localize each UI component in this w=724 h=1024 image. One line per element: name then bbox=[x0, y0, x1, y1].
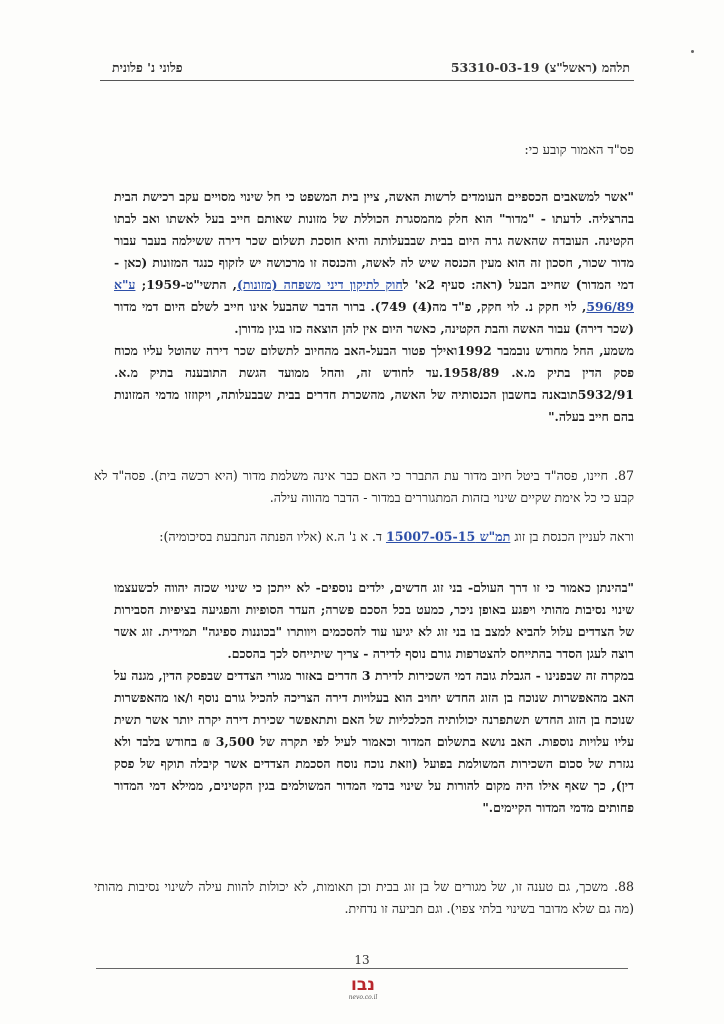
see-prefix: וראה לעניין הכנסת בן זוג bbox=[510, 529, 634, 544]
quote-block-2 bbox=[114, 577, 634, 819]
parties-header: פלוני נ' פלונית bbox=[112, 60, 183, 75]
header-divider bbox=[100, 80, 634, 81]
quote1-text-a: "אשר למשאבים הכספיים העומדים לרשות האשה, ציין בית המשפט כי חל שינוי מסויים עקב רכישת הבית בהרצליה. לדעתו - "מדור" הוא חלק מהמסגרת הכוללת של מזונות שאותם חייב בעל לאשתו ואב לבתו הקטינה. העובדה שהאשה גרה היום בבית שבבעלותה והיא חוסכת תשלום שכר דירה ששילמה בעבר עבור מדור שכור, חסכון זה הוא מעין הכנסה שיש לה לאשה, והכנסה זו מרכושה יש לזקוף כנגד המזונות (כאן - דמי המדור) שחייב הבעל (ראה: סעיף 2א' ל bbox=[114, 189, 635, 292]
paragraph-88 bbox=[94, 876, 634, 920]
nevo-logo-icon bbox=[338, 972, 388, 1002]
see-suffix: ד. א נ' ה.א (אליו הפנתה הנתבעת בסיכומיה): bbox=[159, 529, 386, 544]
paragraph-text: משכך, גם טענה זו, של מגורים של בן זוג בבית וכן תאומות, לא יכולות להוות עילה לשינוי נסיבות מהותי (מה גם שלא מדובר בשינוי בלתי צפוי). וגם תביעה זו נדחית. bbox=[94, 879, 634, 916]
see-reference bbox=[114, 529, 634, 545]
intro-line: פס"ד האמור קובע כי: bbox=[524, 143, 634, 158]
logo-mark: נבו bbox=[351, 975, 375, 995]
case-link-15007[interactable]: תמ"ש 15007-05-15 bbox=[385, 529, 511, 544]
quote-block-1 bbox=[114, 186, 634, 428]
quote2-text-a: "בהינתן כאמור כי זו דרך העולם- בני זוג חדשים, ילדים נוספים- לא ייתכן כי שינוי שכזה יהווה לכשעצמו שינוי נסיבות מהותי ויפגע באופן ניכר, כמעט בכל הסכם פשרה; העדר הסופיות והפגיעה בציפיות הסבירות של הצדדים עלול להביא למצב בו בני זוג לא יגיעו עוד להסכמים ויוותרו "בכוננות ספיגה" תמידית. זוג אשר רוצה לעגן הסדר בהתייחס להצטרפות גורם נוסף לדירה - צריך שיתייחס לכך בהסכם. bbox=[114, 580, 634, 661]
law-link[interactable]: חוק לתיקון דיני משפחה (מזונות) bbox=[236, 277, 403, 292]
quote1-text-d: משמע, החל מחודש נובמבר 1992ואילך פטור הבעל-האב מהחיוב לתשלום שכר דירה שהוטל עליו מכוח פסק הדין בתיק מ.א. 1958/89.עד לחודש זה, והחל ממועד הגשת התובענה בתיק מ.א. 5932/91תובאנה בחשבון הכנסותיה של האשה, מהשכרת חדרים בבית שבבעלותה, ויקוזזו מדמי המזונות בהם חייב בעלה." bbox=[114, 343, 634, 424]
quote1-text-c: , לוי חקק נ. לוי חקק, פ"ד מה(4) 749). ברור הדבר שהבעל אינו חייב לשלם היום דמי מדור (שכר דירה) עבור האשה והבת הקטינה, כאשר היום אין להן הוצאה כזו בגין מדורן. bbox=[114, 299, 634, 336]
quote1-text-b: , התשי"ט-1959; bbox=[135, 277, 237, 292]
paragraph-number: 87. bbox=[613, 468, 634, 483]
scan-speck bbox=[691, 50, 694, 53]
case-link-596-89[interactable]: ע"א 596/89 bbox=[114, 277, 634, 314]
paragraph-number: 88. bbox=[613, 879, 634, 894]
page-number: 13 bbox=[354, 953, 370, 967]
footer-divider bbox=[96, 968, 628, 969]
case-number-header: תלהמ (ראשל"צ) 53310-03-19 bbox=[450, 60, 630, 75]
paragraph-text: חיינו, פסה"ד ביטל חיוב מדור עת התברר כי האם כבר אינה משלמת מדור (היא רכשה בית). פסה"ד לא קבע כי כל אימת שקיים שינוי בזהות המתגוררים במדור - הדבר מהווה עילה. bbox=[94, 468, 634, 505]
quote2-text-b: במקרה זה שבפנינו - הגבלת גובה דמי השכירות לדירת 3 חדרים באזור מגורי הצדדים שבפסק הדין, מגנה על האב מהאפשרות שנוכח בן הזוג החדש יחויב הוא בעלויות דירה הצריכה להכיל גורם נוסף ו/או מהאפשרות שנוכח בן הזוג החדש תשתפרנה יכולותיה הכלכליות של האם ותתאפשר שכירת דירה יקרה יותר אשר תשית עליו עלויות נוספות. האב נושא בתשלום המדור וכאמור לעיל לפי תקרה של 3,500 ₪ בחודש בלבד ולא נגזרת של סכום השכירות המשולמת בפועל (וזאת נוכח נוסח הסכמת הצדדים אשר קיבלה תוקף של פסק דין), כך שאף אילו היה מקום להורות על שינוי בדמי המדור המשולמים בגין הקטינים, ממילא דמי המדור פחותים מדמי המדור הקיימים." bbox=[114, 668, 635, 815]
paragraph-87 bbox=[94, 465, 634, 509]
logo-latin: nevo.co.il bbox=[348, 994, 378, 1001]
